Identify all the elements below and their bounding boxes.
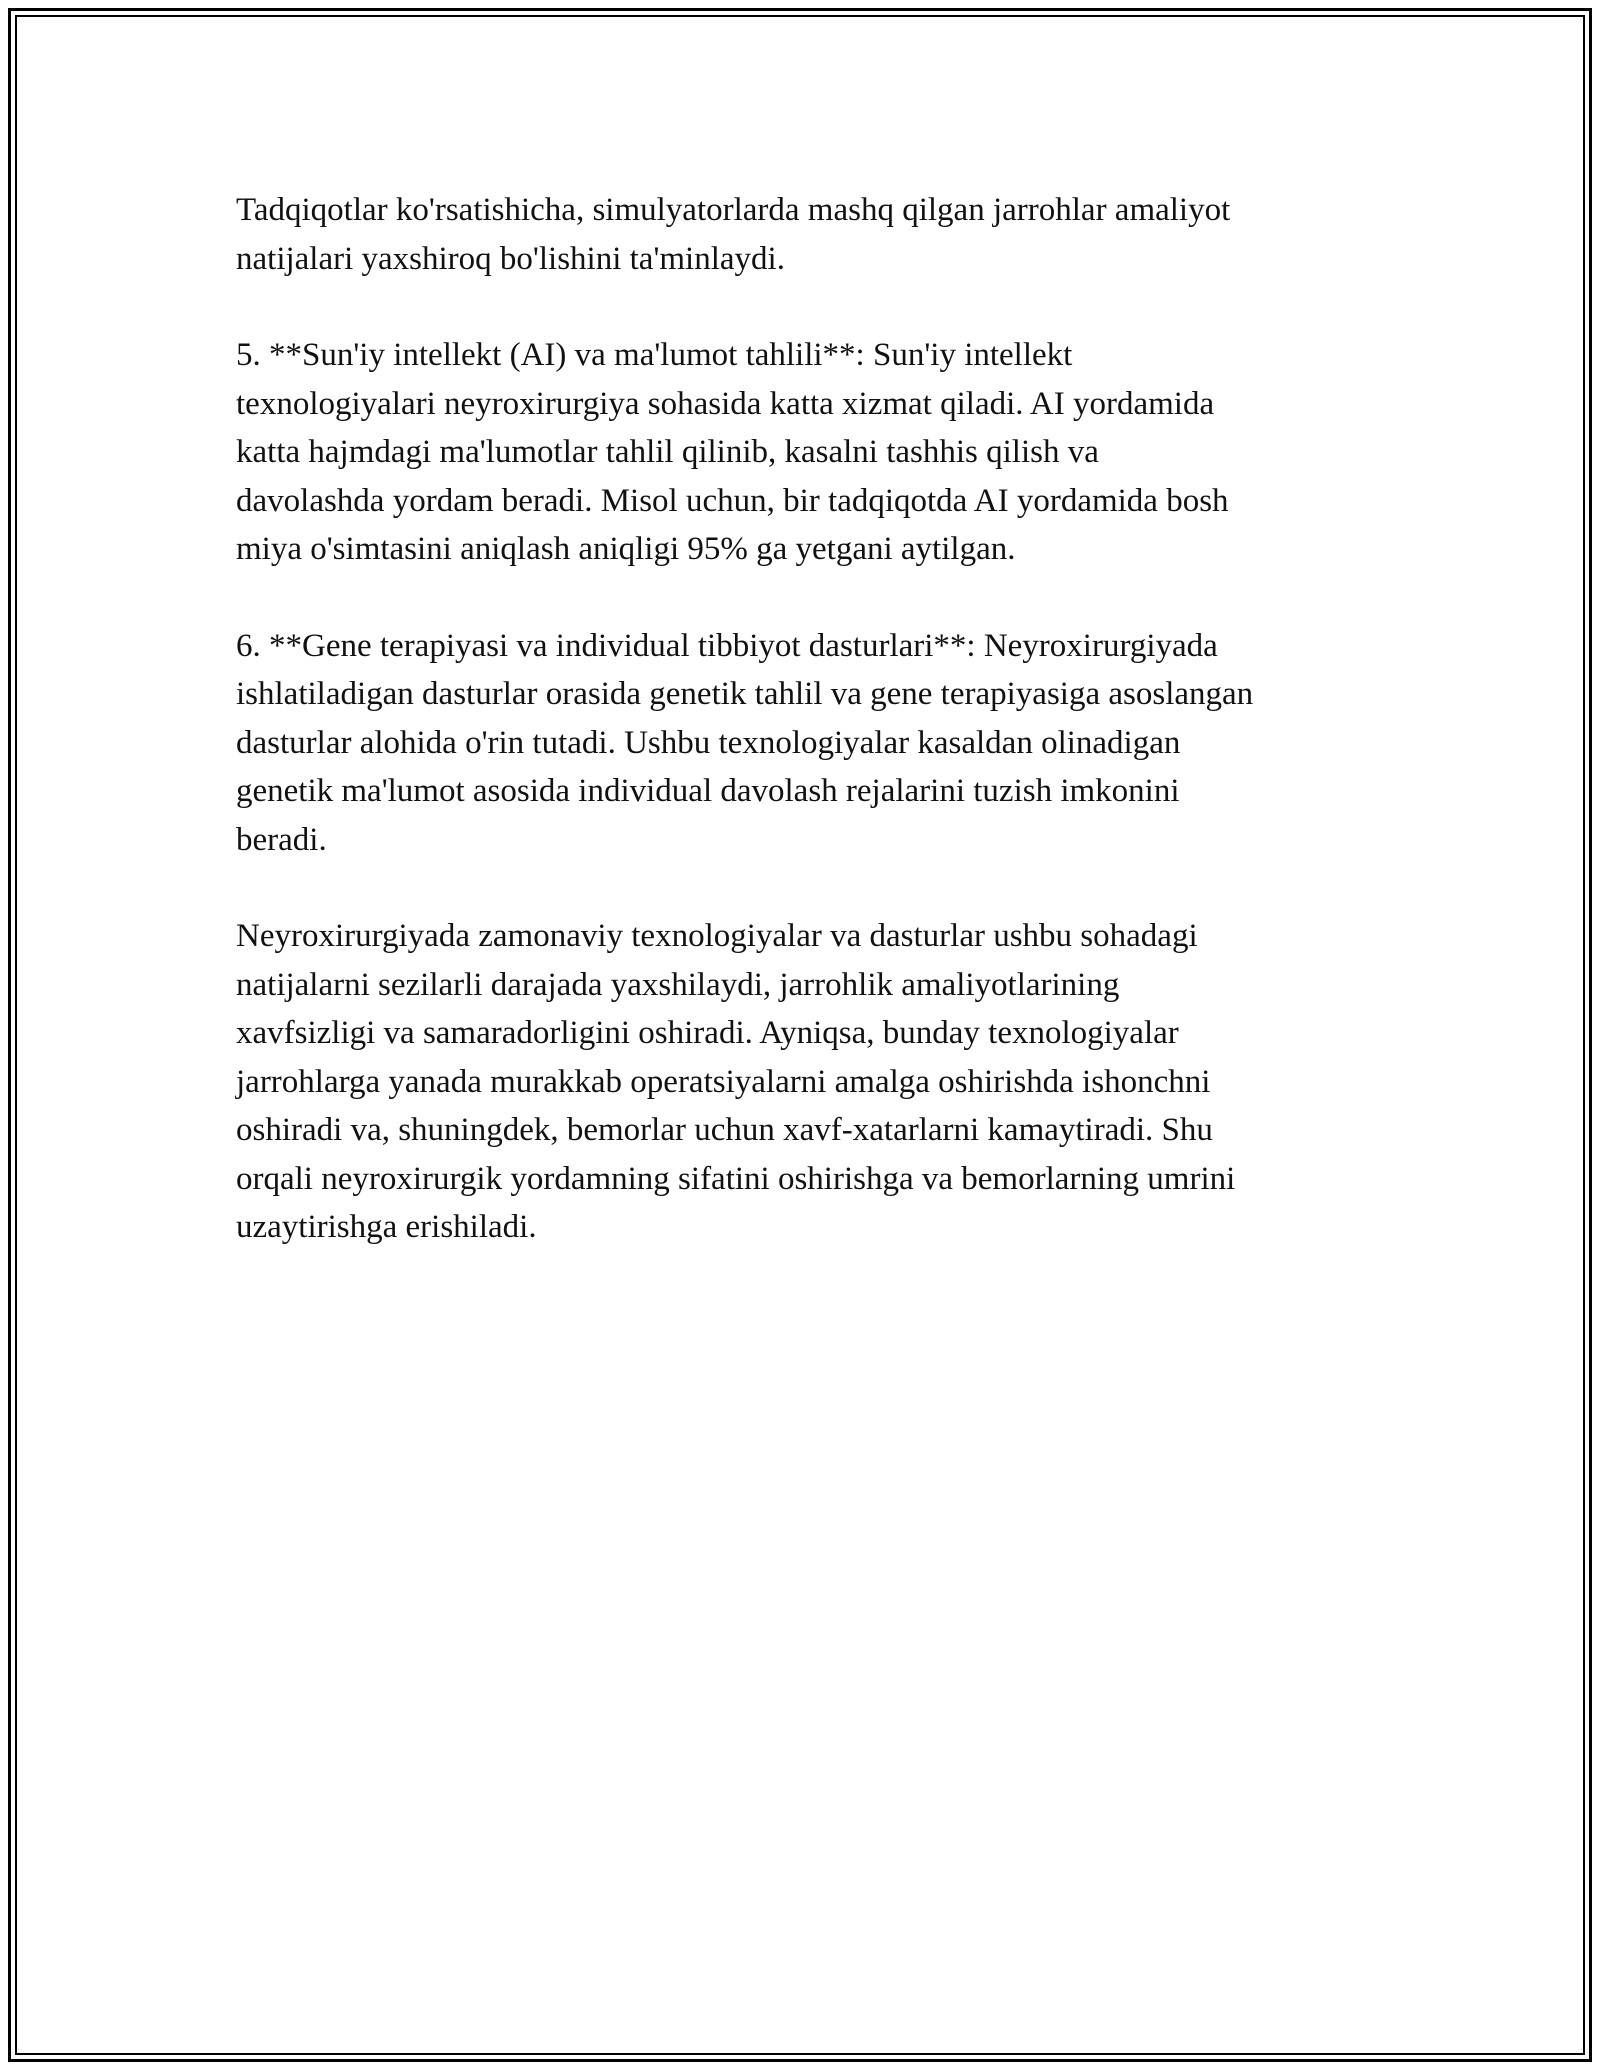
paragraph-conclusion: Neyroxirurgiyada zamonaviy texnologiyalar va dasturlar ushbu sohadagi natijalarni sezilarli darajada yaxshilaydi, jarrohlik amaliyotlarining xavfsizligi va samaradorligini oshiradi. Ayniqsa, bunday texnologiyalar jarrohlarga yanada murakkab operatsiyalarni amalga oshirishda ishonchni oshiradi va, shuningdek, bemorlar uchun xavf-xatarlarni kamaytiradi. Shu orqali neyroxirurgik yordamning sifatini oshirishga va bemorlarning umrini uzaytirishga erishiladi. xyxy=(236,918,1236,1245)
paragraph-ai-data-analysis: 5. **Sun'iy intellekt (AI) va ma'lumot tahlili**: Sun'iy intellekt texnologiyalari neyroxirurgiya sohasida katta xizmat qiladi. AI yordamida katta hajmdagi ma'lumotlar tahlil qilinib, kasalni tashhis qilish va davolashda yordam beradi. Misol uchun, bir tadqiqotda AI yordamida bosh miya o'simtasini aniqlash aniqligi 95% ga yetgani aytilgan. xyxy=(236,337,1229,567)
paragraph-gene-therapy: 6. **Gene terapiyasi va individual tibbiyot dasturlari**: Neyroxirurgiyada ishlatiladigan dasturlar orasida genetik tahlil va gene terapiyasiga asoslangan dasturlar alohida o'rin tutadi. Ushbu texnologiyalar kasaldan olinadigan genetik ma'lumot asosida individual davolash rejalarini tuzish imkonini beradi. xyxy=(236,627,1254,858)
paragraph-simulator-results: Tadqiqotlar ko'rsatishicha, simulyatorlarda mashq qilgan jarrohlar amaliyot natijalari yaxshiroq bo'lishini ta'minlaydi. xyxy=(236,192,1231,277)
document-body xyxy=(236,186,1386,1300)
